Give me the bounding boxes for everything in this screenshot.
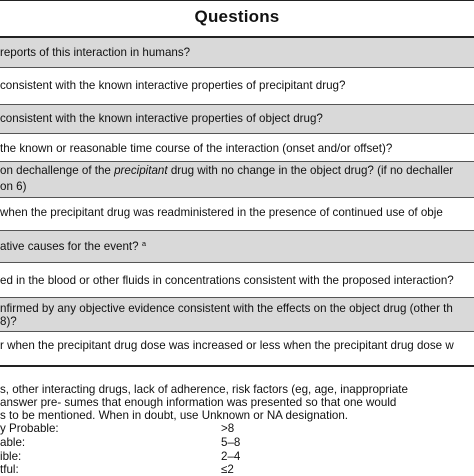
italic-term: precipitant	[114, 164, 168, 177]
question-text: ed in the blood or other fluids in concentrations consistent with the proposed interaction?	[0, 274, 454, 287]
question-row	[0, 38, 474, 68]
question-row	[0, 68, 474, 105]
score-range: >8	[221, 422, 235, 435]
question-text: reports of this interaction in humans?	[0, 46, 191, 59]
question-row	[0, 263, 474, 298]
question-text-continued: on 6)	[0, 180, 27, 193]
question-text: on dechallenge of the precipitant drug with no change in the object drug? (if no dechaller	[0, 164, 454, 177]
footnote-line: s to be mentioned. When in doubt, use Unknown or NA designation.	[0, 409, 349, 422]
question-text: consistent with the known interactive properties of precipitant drug?	[0, 79, 346, 92]
question-text: r when the precipitant drug dose was increased or less when the precipitant drug dose w	[0, 339, 454, 352]
question-text: when the precipitant drug was readministered in the presence of continued use of obje	[0, 206, 443, 219]
question-text-continued: 8)?	[0, 315, 17, 328]
score-category: tful:	[0, 463, 19, 476]
question-text: consistent with the known interactive properties of object drug?	[0, 112, 323, 125]
question-row	[0, 298, 474, 332]
score-range: 5–8	[221, 436, 241, 449]
question-text: ative causes for the event? $^a$	[0, 239, 146, 253]
footnote-line: answer pre- sumes that enough information was presented so that one would	[0, 396, 397, 409]
question-row	[0, 198, 474, 231]
question-row	[0, 134, 474, 162]
score-range: ≤2	[221, 463, 234, 476]
question-text: nfirmed by any objective evidence consistent with the effects on the object drug (other th	[0, 302, 453, 315]
score-range: 2–4	[221, 450, 241, 463]
question-row	[0, 332, 474, 365]
question-text: the known or reasonable time course of the interaction (onset and/or offset)?	[0, 142, 393, 155]
footnote-line: s, other interacting drugs, lack of adherence, risk factors (eg, age, inappropriate	[0, 383, 408, 396]
footnote-marker: a	[141, 239, 146, 248]
question-row	[0, 231, 474, 263]
score-category: y Probable:	[0, 422, 59, 435]
score-category: able:	[0, 436, 26, 449]
question-row	[0, 105, 474, 134]
table-title: Questions	[194, 7, 280, 26]
question-row	[0, 162, 474, 198]
table-header	[0, 0, 474, 38]
score-category: ible:	[0, 450, 22, 463]
table-bottom-rule	[0, 365, 474, 367]
